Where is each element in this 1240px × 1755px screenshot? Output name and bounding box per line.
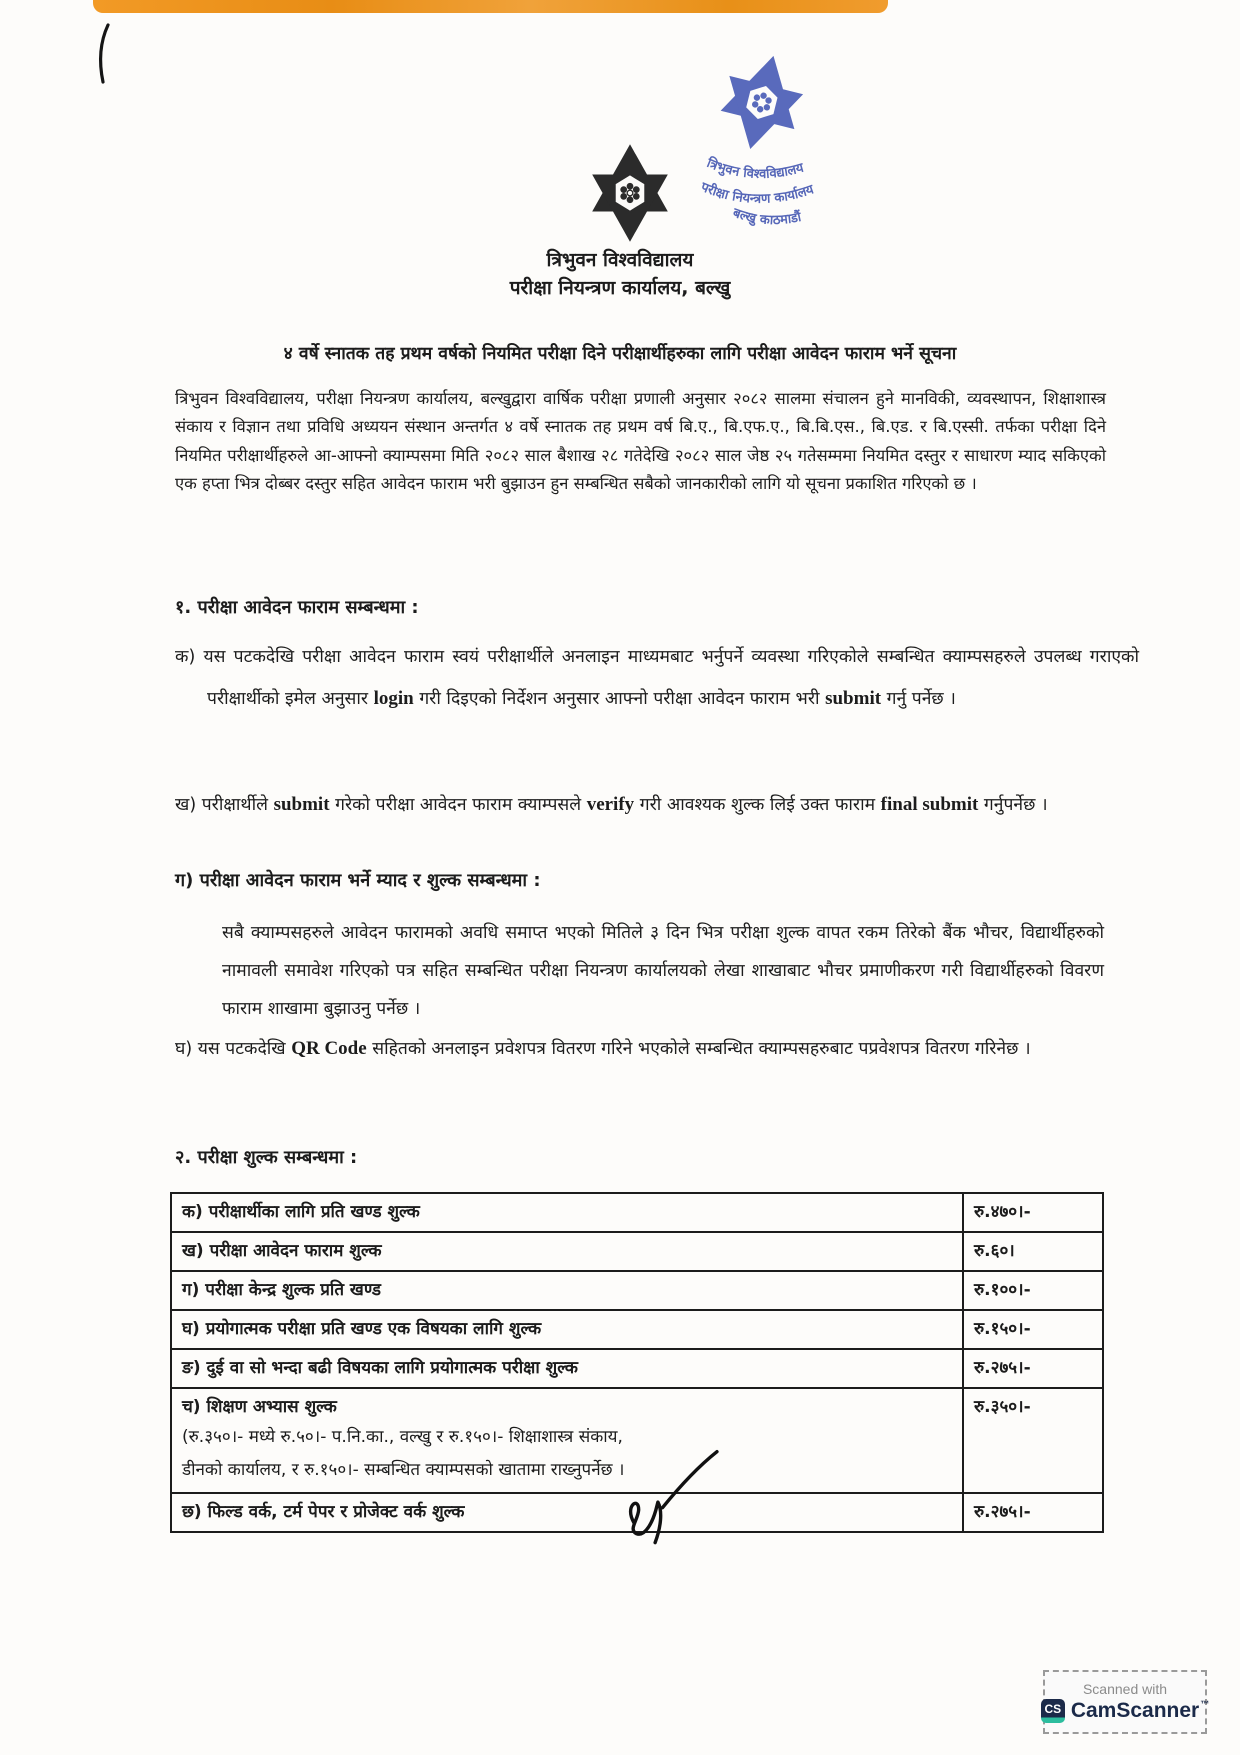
fee-amount: रु.६०।: [963, 1232, 1103, 1271]
nepali-text: गरी आवश्यक शुल्क लिई उक्त फाराम: [634, 795, 881, 815]
svg-text:परीक्षा नियन्त्रण कार्यालय: [698, 180, 817, 207]
fee-amount: रु.२७५।-: [963, 1493, 1103, 1532]
nepali-text: सहितको अनलाइन प्रवेशपत्र वितरण गरिने भएकोले सम्बन्धित क्याम्पसहरुबाट पप्रवेशपत्र वितरण गरिनेछ ।: [366, 1039, 1031, 1059]
english-term: submit: [825, 688, 882, 709]
item-kha-label: ख): [175, 795, 197, 815]
item-ka-label: क): [175, 647, 196, 667]
section1-heading: १. परीक्षा आवेदन फाराम सम्बन्धमा :: [175, 597, 419, 618]
office-stamp-icon: [648, 48, 868, 258]
item-ka-text: [195, 647, 1139, 709]
list-item-ka: [175, 636, 1139, 720]
fee-amount: रु.१००।-: [963, 1271, 1103, 1310]
item-ga-heading-text: परीक्षा आवेदन फाराम भर्ने म्याद र शुल्क सम्बन्धमा :: [199, 870, 541, 891]
nepali-text: परीक्षार्थीले: [196, 795, 274, 815]
svg-text:बल्खु काठमाडौं: [730, 205, 803, 228]
fee-item-label: [171, 1349, 963, 1388]
stamp-text-line1: त्रिभुवन विश्वविद्यालय: [704, 155, 806, 182]
list-item-ga-body: सबै क्याम्पसहरुले आवेदन फारामको अवधि समाप्त भएको मितिले ३ दिन भित्र परीक्षा शुल्क वापत रकम तिरेको बैंक भौचर, विद्यार्थीहरुको नामावली समावेश गरिएको पत्र सहित सम्बन्धित परीक्षा नियन्त्रण कार्यालयको लेखा शाखाबाट भौचर प्रमाणीकरण गरी विद्यार्थीहरुको विवरण फाराम शाखामा बुझाउनु पर्नेछ ।: [222, 923, 1104, 1019]
fee-item-label: [171, 1310, 963, 1349]
camscanner-app-name: CamScanner™: [1070, 1699, 1210, 1722]
stamp-text-line2: परीक्षा नियन्त्रण कार्यालय: [698, 179, 816, 207]
camscanner-badge: [1043, 1670, 1210, 1734]
pen-mark: [92, 22, 118, 86]
org-name: त्रिभुवन विश्वविद्यालय: [546, 249, 694, 271]
item-kha-text: [196, 795, 1047, 815]
fee-item-label: [171, 1271, 963, 1310]
english-term: final submit: [880, 794, 979, 815]
list-item-kha: [175, 784, 1139, 826]
fee-item-text: च) शिक्षण अभ्यास शुल्क: [182, 1397, 337, 1417]
fee-item-text: ङ) दुई वा सो भन्दा बढी विषयका लागि प्रयोगात्मक परीक्षा शुल्क: [182, 1358, 578, 1378]
list-item-ga-heading: [175, 868, 541, 892]
fee-amount: रु.४७०।-: [963, 1193, 1103, 1232]
nepali-text: गरेको परीक्षा आवेदन फाराम क्याम्पसले: [329, 795, 587, 815]
nepali-text: गर्नु पर्नेछ ।: [881, 689, 956, 709]
fee-table-row: [171, 1232, 1103, 1271]
item-ga-label: ग): [175, 870, 194, 891]
office-name: परीक्षा नियन्त्रण कार्यालय, बल्खु: [509, 277, 731, 299]
fee-item-text: ख) परीक्षा आवेदन फाराम शुल्क: [182, 1241, 382, 1261]
item-gha-label: घ): [175, 1039, 193, 1059]
english-term: submit: [273, 794, 330, 815]
camscanner-icon: CS: [1041, 1699, 1065, 1723]
fee-item-note: डीनको कार्यालय, र रु.१५०।- सम्बन्धित क्याम्पसको खातामा राख्नुपर्नेछ ।: [182, 1460, 625, 1480]
fee-item-label: [171, 1232, 963, 1271]
camscanner-scanned-with: Scanned with: [1082, 1681, 1168, 1697]
fee-item-text: छ) फिल्ड वर्क, टर्म पेपर र प्रोजेक्ट वर्क शुल्क: [182, 1502, 465, 1522]
nepali-text: गर्नुपर्नेछ ।: [978, 795, 1048, 815]
nepali-text: गरी दिइएको निर्देशन अनुसार आफ्नो परीक्षा आवेदन फाराम भरी: [413, 689, 826, 709]
fee-item-text: ग) परीक्षा केन्द्र शुल्क प्रति खण्ड: [182, 1280, 381, 1300]
fee-amount: रु.३५०।-: [963, 1388, 1103, 1493]
english-term: verify: [586, 794, 635, 815]
fee-table-row: [171, 1271, 1103, 1310]
stamp-text-line3: बल्खु काठमाडौं: [730, 205, 803, 229]
intro-paragraph: त्रिभुवन विश्वविद्यालय, परीक्षा नियन्त्रण कार्यालय, बल्खुद्वारा वार्षिक परीक्षा प्रणाली अनुसार २०८२ सालमा संचालन हुने मानविकी, व्यवस्थापन, शिक्षाशास्त्र संकाय र विज्ञान तथा प्रविधि अध्ययन संस्थान अन्तर्गत ४ वर्षे स्नातक तह प्रथम वर्ष बि.ए., बि.एफ.ए., बि.बि.एस., बि.एड. र बि.एस्सी. तर्फका परीक्षा दिने नियमित परीक्षार्थीहरुले आ-आफ्नो क्याम्पसमा मिति २०८२ साल बैशाख २८ गतेदेखि २०८२ साल जेष्ठ २५ गतेसम्ममा नियमित दस्तुर र साधारण म्याद सकिएको एक हप्ता भित्र दोब्बर दस्तुर सहित आवेदन फाराम भरी बुझाउन हुन सम्बन्धित सबैको जानकारीको लागि यो सूचना प्रकाशित गरिएको छ ।: [175, 388, 1106, 493]
fee-table-row: [171, 1349, 1103, 1388]
english-term: QR Code: [291, 1038, 367, 1059]
scan-edge-strip: [93, 0, 888, 13]
fee-item-text: घ) प्रयोगात्मक परीक्षा प्रति खण्ड एक विषयका लागि शुल्क: [182, 1319, 542, 1339]
fee-table-row: [171, 1193, 1103, 1232]
fee-item-label: [171, 1193, 963, 1232]
notice-title: ४ वर्षे स्नातक तह प्रथम वर्षको नियमित परीक्षा दिने परीक्षार्थीहरुका लागि परीक्षा आवेदन फाराम भर्ने सूचना: [283, 344, 957, 364]
fee-amount: रु.१५०।-: [963, 1310, 1103, 1349]
fee-amount: रु.२७५।-: [963, 1349, 1103, 1388]
section2-heading: २. परीक्षा शुल्क सम्बन्धमा :: [175, 1147, 358, 1168]
item-gha-text: [192, 1039, 1030, 1059]
fee-item-label: [171, 1388, 963, 1493]
english-term: login: [373, 688, 414, 709]
list-item-gha: [175, 1028, 1139, 1070]
fee-item-label: [171, 1493, 963, 1532]
fee-item-note: (रु.३५०।- मध्ये रु.५०।- प.नि.का., वल्खु र रु.१५०।- शिक्षाशास्त्र संकाय,: [182, 1427, 623, 1447]
svg-text:त्रिभुवन विश्वविद्यालय: [704, 155, 806, 182]
fee-table-row: [171, 1310, 1103, 1349]
trademark-symbol: ™: [1200, 1699, 1210, 1709]
fee-item-text: क) परीक्षार्थीका लागि प्रति खण्ड शुल्क: [182, 1202, 420, 1222]
signature-mark: [613, 1446, 743, 1558]
nepali-text: यस पटकदेखि परीक्षा आवेदन फाराम स्वयं परीक्षार्थीले अनलाइन माध्यमबाट भर्नुपर्ने व्यवस्था गरिएकोले सम्बन्धित क्याम्पसहरुले उपलब्ध गराएको परीक्षार्थीको इमेल अनुसार: [195, 647, 1139, 709]
nepali-text: यस पटकदेखि: [192, 1039, 292, 1059]
